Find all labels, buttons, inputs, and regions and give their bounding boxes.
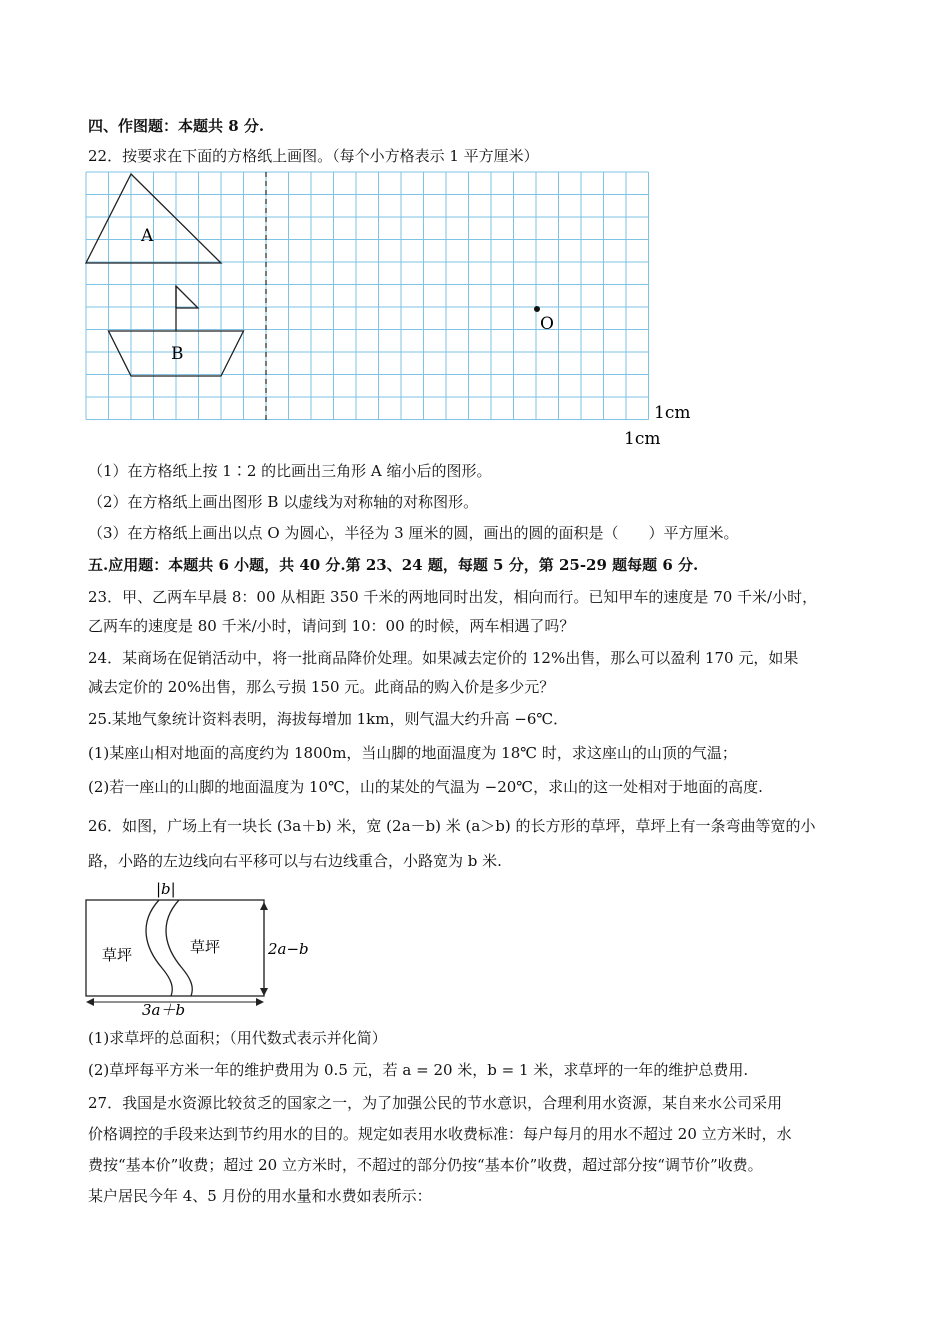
width-arrow-head-right <box>256 998 264 1006</box>
fig-width-label: 3a＋b <box>142 1001 186 1019</box>
q22-sub2: （2）在方格纸上画出图形 B 以虚线为对称轴的对称图形。 <box>88 493 479 511</box>
lawn-svg <box>80 878 320 1018</box>
fig-height-label: 2a−b <box>268 940 309 958</box>
q22-sub3: （3）在方格纸上画出以点 O 为圆心，半径为 3 厘米的圆，画出的圆的面积是（ ）平方厘米。 <box>88 524 739 542</box>
unit-label-bottom: 1cm <box>624 429 661 449</box>
fig-top-label: |b| <box>156 880 176 898</box>
fig-lawn-left-label: 草坪 <box>102 946 133 964</box>
section4-heading: 四、作图题：本题共 8 分. <box>88 117 265 135</box>
point-o-dot <box>534 306 540 312</box>
q27-line3: 费按“基本价”收费；超过 20 立方米时，不超过的部分仍按“基本价”收费，超过部分按“调节价”收费。 <box>88 1156 763 1174</box>
path-right-edge <box>166 900 192 996</box>
q22-sub1: （1）在方格纸上按 1∶2 的比画出三角形 A 缩小后的图形。 <box>88 462 492 480</box>
q26-line1: 26．如图，广场上有一块长 (3a＋b) 米，宽 (2a－b) 米 (a＞b) 的长方形的草坪，草坪上有一条弯曲等宽的小 <box>88 817 816 835</box>
q25-line3: (2)若一座山的山脚的地面温度为 10℃，山的某处的气温为 −20℃，求山的这一处相对于地面的高度. <box>88 778 763 796</box>
q25-line1: 25.某地气象统计资料表明，海拔每增加 1km，则气温大约升高 −6℃． <box>88 710 569 728</box>
unit-label-right: 1cm <box>654 403 691 423</box>
q23-line2: 乙两车的速度是 80 千米/小时，请问到 10：00 的时候，两车相遇了吗？ <box>88 617 575 635</box>
boat-b-flag <box>176 286 198 308</box>
q26-sub1: (1)求草坪的总面积；（用代数式表示并化简） <box>88 1029 387 1047</box>
grid-svg <box>86 172 691 452</box>
label-b: B <box>171 344 184 364</box>
q24-line1: 24．某商场在促销活动中，将一批商品降价处理。如果减去定价的 12%出售，那么可以盈利 170 元，如果 <box>88 649 799 667</box>
q26-line2: 路，小路的左边线向右平移可以与右边线重合，小路宽为 b 米. <box>88 852 502 870</box>
q26-sub2: (2)草坪每平方米一年的维护费用为 0.5 元，若 a = 20 米，b = 1 米，求草坪的一年的维护总费用. <box>88 1061 749 1079</box>
lawn-figure <box>80 878 320 1018</box>
q27-line2: 价格调控的手段来达到节约用水的目的。规定如表用水收费标准：每户每月的用水不超过 20 立方米时，水 <box>88 1125 792 1143</box>
width-arrow-head-left <box>86 998 94 1006</box>
height-arrow-head-bottom <box>260 988 268 996</box>
q23-line1: 23．甲、乙两车早晨 8：00 从相距 350 千米的两地同时出发，相向而行。已知甲车的速度是 70 千米/小时， <box>88 588 818 606</box>
grid-figure <box>86 172 691 452</box>
q24-line2: 减去定价的 20%出售，那么亏损 150 元。此商品的购入价是多少元？ <box>88 678 555 696</box>
label-a: A <box>141 226 154 246</box>
path-left-edge <box>146 900 172 996</box>
q27-line1: 27．我国是水资源比较贫乏的国家之一，为了加强公民的节水意识，合理利用水资源，某自来水公司采用 <box>88 1094 783 1112</box>
q25-line2: (1)某座山相对地面的高度约为 1800m，当山脚的地面温度为 18℃ 时，求这座山的山顶的气温； <box>88 744 737 762</box>
fig-lawn-right-label: 草坪 <box>190 938 221 956</box>
height-arrow-head-top <box>260 902 268 910</box>
q22-stem: 22．按要求在下面的方格纸上画图。（每个小方格表示 1 平方厘米） <box>88 147 539 165</box>
q27-line4: 某户居民今年 4、5 月份的用水量和水费如表所示： <box>88 1187 432 1205</box>
grid-lines <box>86 172 649 420</box>
section5-heading: 五.应用题：本题共 6 小题，共 40 分.第 23、24 题，每题 5 分，第 25-29 题每题 6 分. <box>88 556 699 574</box>
label-o: O <box>540 314 554 334</box>
